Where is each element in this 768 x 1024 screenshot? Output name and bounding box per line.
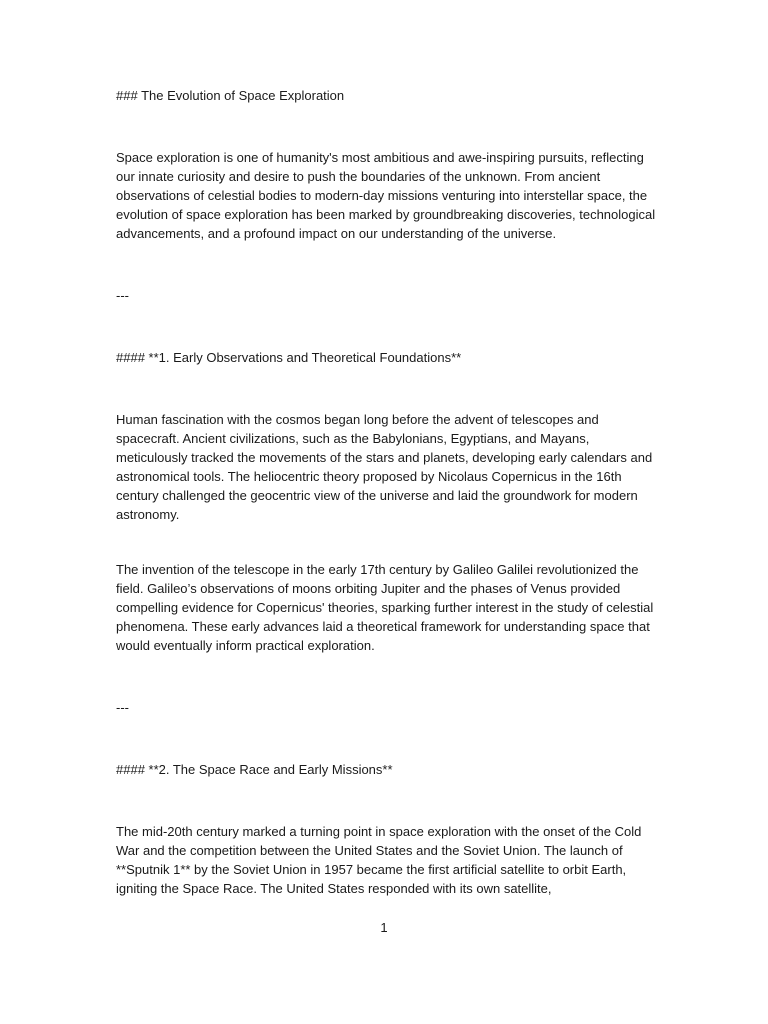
intro-paragraph: Space exploration is one of humanity's most ambitious and awe-inspiring pursuits, reflecting our innate curiosity and desire to push the boundaries of the unknown. From ancient observations of celestial bodies to modern-day missions venturing into interstellar space, the evolution of space exploration has been marked by groundbreaking discoveries, technological advancements, and a profound impact on our understanding of the universe.	[116, 150, 656, 241]
section-2-paragraph-1: The mid-20th century marked a turning point in space exploration with the onset of the Cold War and the competition between the United States and the Soviet Union. The launch of **Sputnik 1** by the Soviet Union in 1957 became the first artificial satellite to orbit Earth, igniting the Space Race. The United States responded with its own satellite,	[116, 824, 642, 896]
section-heading-2: #### **2. The Space Race and Early Missions**	[116, 762, 393, 777]
page-number: 1	[380, 920, 388, 935]
section-1-paragraph-1: Human fascination with the cosmos began long before the advent of telescopes and spacecraft. Ancient civilizations, such as the Babylonians, Egyptians, and Mayans, meticulously tracked the movements of the stars and planets, developing early calendars and astronomical tools. The heliocentric theory proposed by Nicolaus Copernicus in the 16th century challenged the geocentric view of the universe and laid the groundwork for modern astronomy.	[116, 412, 653, 522]
separator: ---	[116, 288, 129, 303]
section-heading-1: #### **1. Early Observations and Theoretical Foundations**	[116, 350, 462, 365]
document-body	[116, 86, 656, 898]
section-1-paragraph-2: The invention of the telescope in the early 17th century by Galileo Galilei revolutionized the field. Galileo’s observations of moons orbiting Jupiter and the phases of Venus provided compelling evidence for Copernicus' theories, sparking further interest in the study of celestial phenomena. These early advances laid a theoretical framework for understanding space that would eventually inform practical exploration.	[116, 562, 654, 653]
separator: ---	[116, 700, 129, 715]
document-title: ### The Evolution of Space Exploration	[116, 88, 345, 103]
